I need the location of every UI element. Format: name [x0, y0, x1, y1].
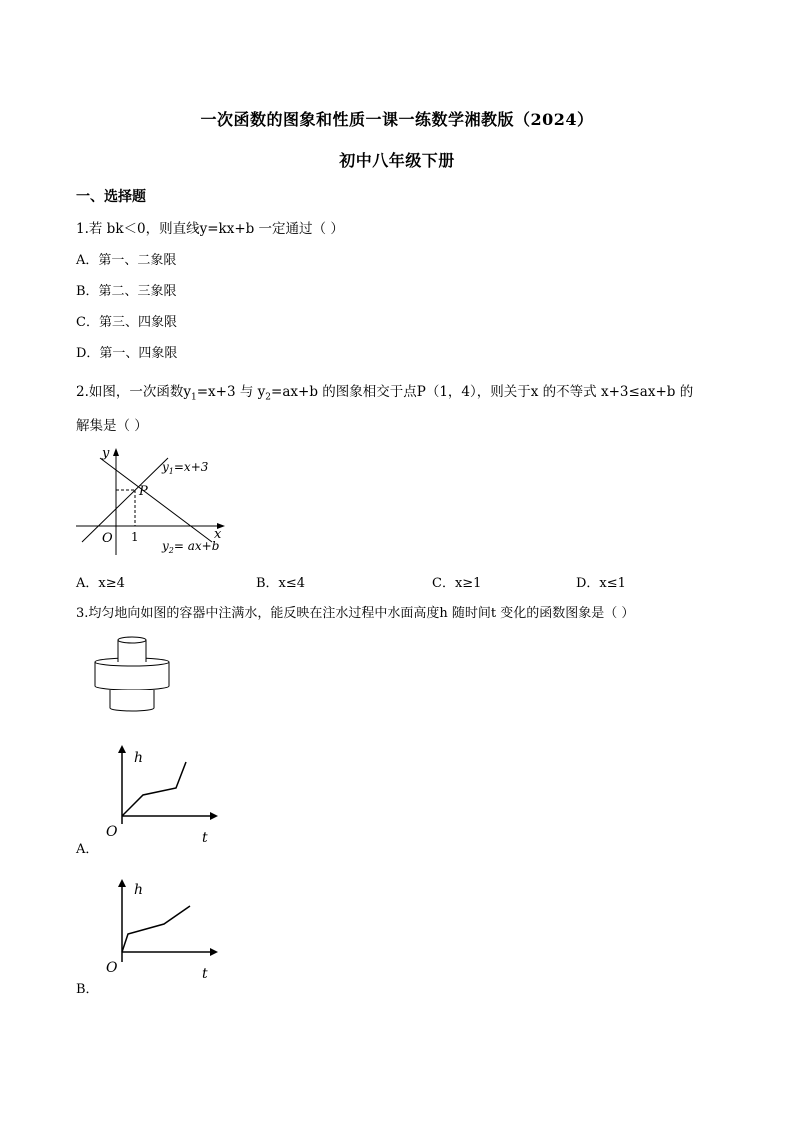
page-subtitle: 初中八年级下册: [339, 151, 455, 170]
q3a-curve: [122, 762, 186, 816]
q2-option-d: D．x≤1: [576, 576, 626, 591]
q1-option-a: A．第一、二象限: [76, 253, 177, 268]
q2-tick-label: 1: [131, 530, 139, 544]
q1-option-b: B．第二、三象限: [76, 284, 177, 299]
q2-line-y1: [82, 458, 168, 542]
q3-option-b: B．: [76, 982, 99, 997]
q2-option-a: A．x≥4: [76, 576, 125, 591]
q2-point-label: P: [139, 484, 148, 499]
q3b-h-label: h: [134, 882, 144, 898]
q1-option-d: D．第一、四象限: [76, 346, 178, 361]
q2-sub-2: 2: [265, 392, 272, 403]
q3b-y-arrow-icon: [118, 879, 126, 887]
q1-option-c: C．第三、四象限: [76, 315, 177, 330]
q2-stem-line2: 解集是（ ）: [76, 418, 148, 434]
q3-container-bottom-cylinder: [110, 690, 154, 711]
q2-sub-1: 1: [191, 392, 197, 403]
q1-stem: 1.若 bk＜0，则直线y=kx+b 一定通过（ ）: [76, 221, 344, 237]
q2-option-b: B．x≤4: [256, 576, 306, 591]
q2-stem-mid1: =x+3 与 y: [196, 384, 266, 400]
section-heading: 一、选择题: [76, 189, 146, 205]
q3a-origin-label: O: [106, 824, 118, 840]
q2-option-c: C．x≥1: [432, 576, 482, 591]
q2-origin-label: O: [102, 531, 113, 546]
q3a-y-arrow-icon: [118, 745, 126, 753]
q2-stem: [76, 380, 693, 403]
q3-container-top-rim: [118, 637, 146, 643]
q3a-h-label: h: [134, 750, 144, 766]
q3a-t-label: t: [202, 830, 208, 844]
q2-y-label: y: [102, 446, 110, 461]
q2-x-label: x: [214, 527, 222, 542]
q3b-origin-label: O: [106, 960, 118, 976]
q2-line1-label: $y_1=x+3$: [162, 460, 209, 476]
q3-graph-a: [100, 740, 220, 844]
q3-container-figure: [90, 632, 174, 716]
q3b-t-label: t: [202, 966, 208, 982]
q2-graph: [70, 440, 240, 560]
q2-stem-mid2: =ax+b 的图象相交于点P（1，4），则关于x 的不等式 x+3≤ax+b 的: [271, 384, 694, 400]
q2-y-arrow-icon: [113, 448, 119, 456]
page-title: 一次函数的图象和性质一课一练数学湘教版（2024）: [200, 110, 594, 129]
q3-stem: 3.均匀地向如图的容器中注满水，能反映在注水过程中水面高度h 随时间t 变化的函数图象是（ ）: [76, 606, 635, 621]
q3-graph-b: [100, 874, 220, 982]
q3-option-a: A．: [76, 842, 99, 857]
q3a-x-arrow-icon: [210, 812, 218, 820]
q3b-curve: [122, 906, 190, 952]
q3b-x-arrow-icon: [210, 948, 218, 956]
q2-line2-label: $y_2= ax+b$: [162, 539, 220, 555]
q2-stem-pre: 2.如图，一次函数y: [76, 384, 192, 400]
